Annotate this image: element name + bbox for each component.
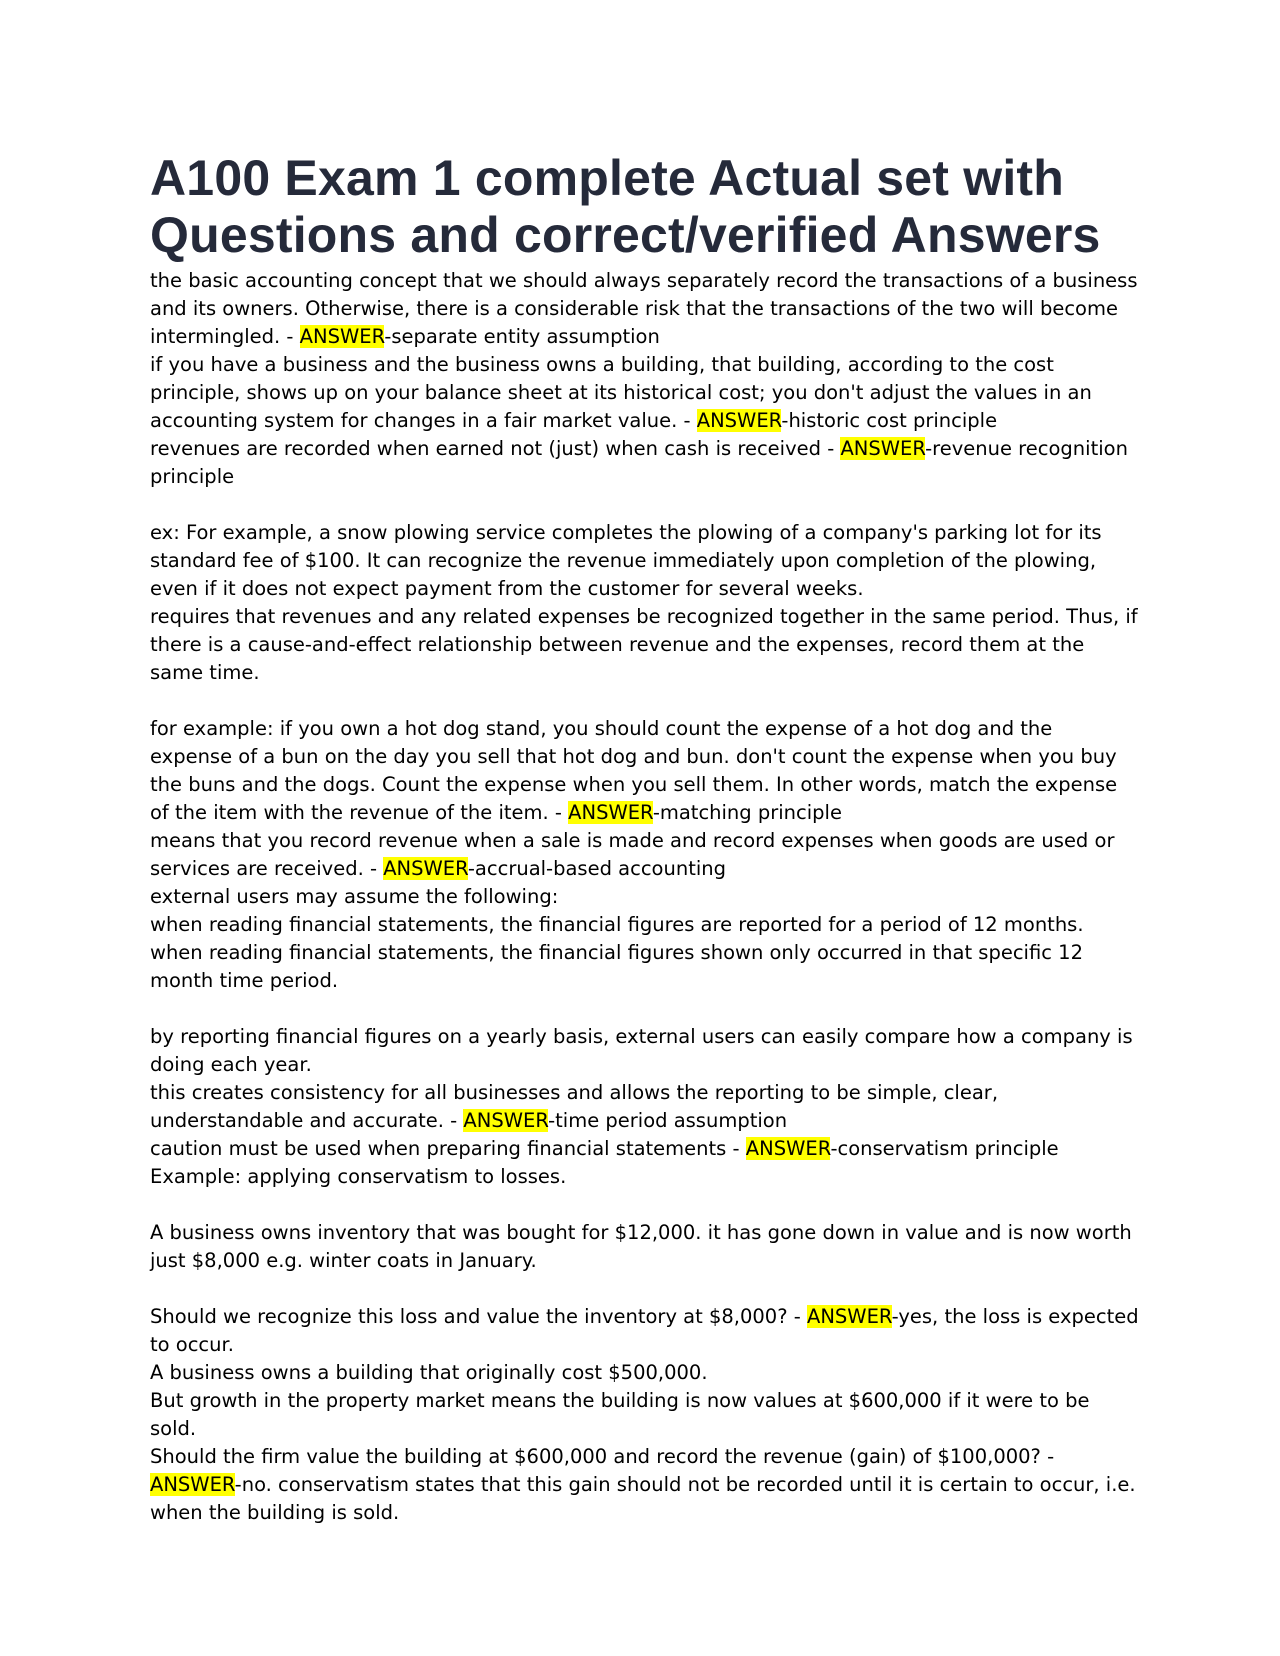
text-paragraph: But growth in the property market means the building is now values at $600,000 if it were to be sold. — [150, 1389, 1090, 1440]
question-text: caution must be used when preparing financial statements - — [150, 1137, 746, 1160]
question-text: revenues are recorded when earned not (just) when cash is received - — [150, 437, 841, 460]
blank-line — [150, 491, 1140, 519]
question-text: Should we recognize this loss and value the inventory at $8,000? - — [150, 1305, 807, 1328]
answer-marker-highlight: ANSWER — [696, 409, 782, 432]
answer-text: -no. conservatism states that this gain should not be recorded until it is certain to occur, i.e. when the building is sold. — [150, 1473, 1136, 1524]
text-paragraph: external users may assume the following: — [150, 885, 559, 908]
document-body — [150, 267, 1140, 1527]
answer-text: -conservatism principle — [830, 1137, 1059, 1160]
text-paragraph: Example: applying conservatism to losses. — [150, 1165, 567, 1188]
answer-marker-highlight: ANSWER — [299, 325, 385, 348]
answer-marker-highlight: ANSWER — [383, 857, 468, 880]
question-answer-paragraph — [150, 827, 1140, 883]
answer-text: -time period assumption — [548, 1109, 788, 1132]
text-paragraph: by reporting financial figures on a yearly basis, external users can easily compare how a company is doing each year. — [150, 1025, 1133, 1076]
text-paragraph: when reading financial statements, the financial figures are reported for a period of 12 months. — [150, 913, 1084, 936]
question-answer-paragraph — [150, 351, 1140, 435]
blank-line — [150, 687, 1140, 715]
answer-text: -yes, the loss is expected to occur. — [150, 1305, 1139, 1356]
answer-marker-highlight: ANSWER — [568, 801, 653, 824]
question-text: for example: if you own a hot dog stand, you should count the expense of a hot dog and the expense of a bun on the day you sell that hot dog and bun. don't count the expense when you buy the buns and the dogs. Count the expense when you sell them. In other words, match the expense of the item with the revenue of the item. - — [150, 717, 1118, 824]
question-answer-paragraph — [150, 435, 1140, 491]
question-text: this creates consistency for all businesses and allows the reporting to be simple, clear, understandable and accurate. - — [150, 1081, 999, 1132]
answer-text: -separate entity assumption — [384, 325, 660, 348]
question-answer-paragraph — [150, 1303, 1140, 1359]
question-answer-paragraph — [150, 1443, 1140, 1527]
question-text: if you have a business and the business owns a building, that building, according to the cost principle, shows up on your balance sheet at its historical cost; you don't adjust the values in an accounting system for changes in a fair market value. - — [150, 353, 1092, 432]
answer-marker-highlight: ANSWER — [807, 1305, 892, 1328]
question-answer-paragraph — [150, 715, 1140, 827]
answer-text: -accrual-based accounting — [467, 857, 726, 880]
answer-marker-highlight: ANSWER — [840, 437, 926, 460]
answer-marker-highlight: ANSWER — [463, 1109, 549, 1132]
question-answer-paragraph — [150, 1135, 1140, 1163]
text-paragraph: requires that revenues and any related expenses be recognized together in the same period. Thus, if there is a cause-and-effect relationship between revenue and the expenses, record them at the same time. — [150, 605, 1138, 684]
answer-marker-highlight: ANSWER — [745, 1137, 831, 1160]
question-answer-paragraph — [150, 1079, 1140, 1135]
question-text: the basic accounting concept that we should always separately record the transactions of a business and its owners. Otherwise, there is a considerable risk that the transactions of the two will become intermingled. - — [150, 269, 1138, 348]
question-answer-paragraph — [150, 267, 1140, 351]
answer-text: -revenue recognition principle — [150, 437, 1128, 488]
text-paragraph: A business owns a building that originally cost $500,000. — [150, 1361, 708, 1384]
answer-text: -historic cost principle — [781, 409, 998, 432]
blank-line — [150, 1191, 1140, 1219]
blank-line — [150, 1275, 1140, 1303]
text-paragraph: when reading financial statements, the financial figures shown only occurred in that specific 12 month time period. — [150, 941, 1083, 992]
question-text: Should the firm value the building at $600,000 and record the revenue (gain) of $100,000? - — [150, 1445, 1055, 1468]
answer-text: -matching principle — [652, 801, 842, 824]
text-paragraph: A business owns inventory that was bought for $12,000. it has gone down in value and is now worth just $8,000 e.g. winter coats in January. — [150, 1221, 1132, 1272]
text-paragraph: ex: For example, a snow plowing service completes the plowing of a company's parking lot for its standard fee of $100. It can recognize the revenue immediately upon completion of the plowing, even if it does not expect payment from the customer for several weeks. — [150, 521, 1102, 600]
question-text: means that you record revenue when a sale is made and record expenses when goods are used or services are received. - — [150, 829, 1115, 880]
document-title: A100 Exam 1 complete Actual set with Questions and correct/verified Answers — [150, 150, 1101, 263]
answer-marker-highlight: ANSWER — [150, 1473, 235, 1496]
blank-line — [150, 995, 1140, 1023]
document-page — [150, 150, 1140, 1527]
